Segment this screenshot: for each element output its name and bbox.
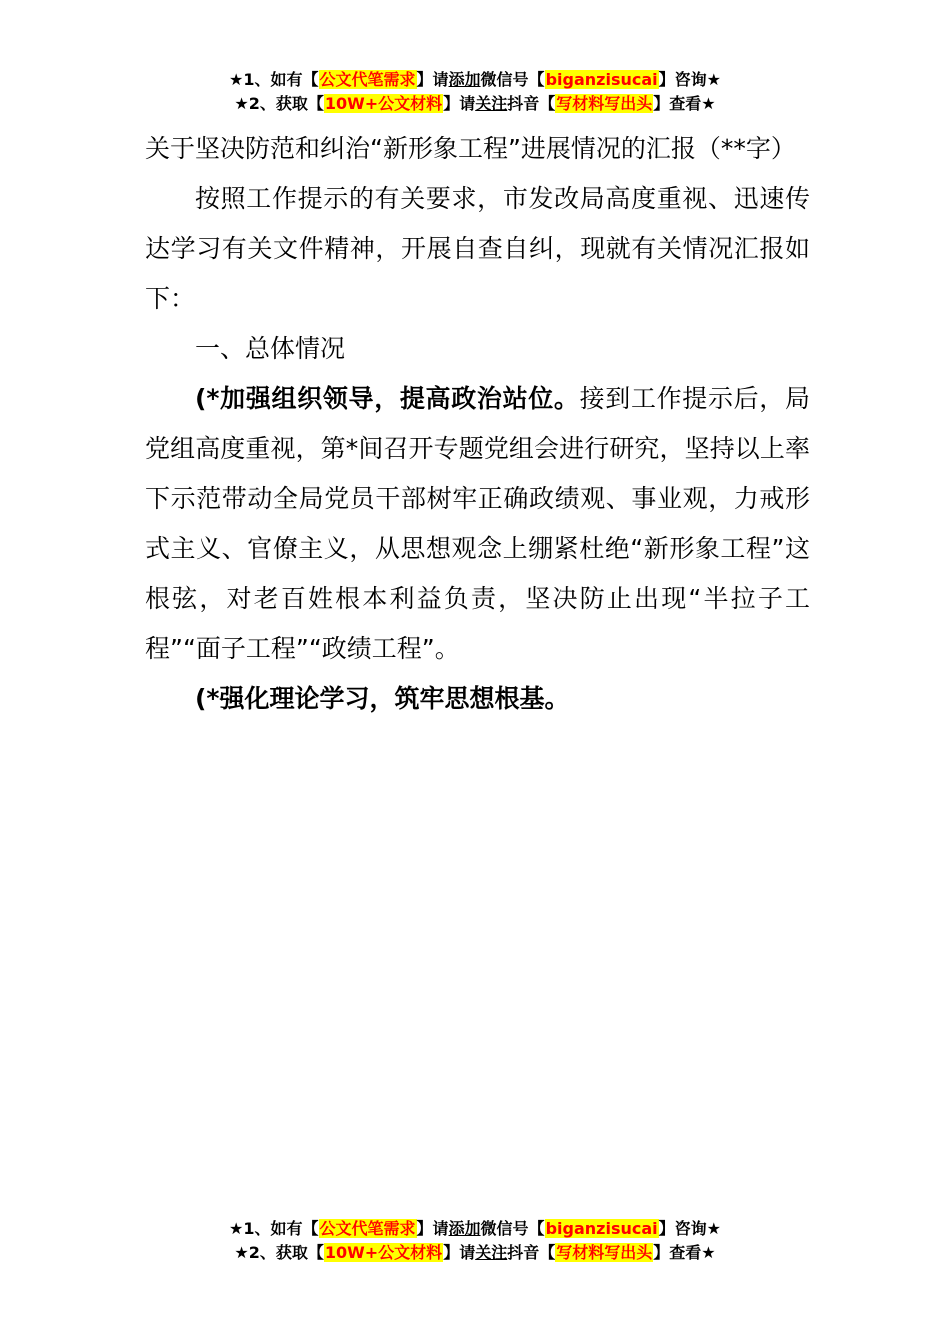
intro-paragraph: 按照工作提示的有关要求，市发改局高度重视、迅速传达学习有关文件精神，开展自查自纠，现就有关情况汇报如下： <box>145 184 810 313</box>
banner-underlined: 添加 <box>448 70 481 89</box>
banner-text: 】咨询★ <box>658 70 721 89</box>
banner-highlight: 10W+公文材料 <box>324 1243 443 1262</box>
banner-text: 微信号【 <box>480 1219 545 1238</box>
footer-banner <box>0 1217 950 1265</box>
banner-underlined: 关注 <box>475 94 508 113</box>
banner-text: ★1、如有【 <box>229 1219 319 1238</box>
document-title: 关于坚决防范和纠治“新形象工程”进展情况的汇报（**字） <box>145 134 796 163</box>
banner-text: 微信号【 <box>480 70 545 89</box>
item-heading: (*强化理论学习，筑牢思想根基。 <box>195 684 570 713</box>
banner-underlined: 关注 <box>475 1243 508 1262</box>
header-banner <box>0 68 950 116</box>
banner-line-1 <box>0 68 950 92</box>
banner-text: 】请 <box>443 94 476 113</box>
banner-highlight: 10W+公文材料 <box>324 94 443 113</box>
item-heading: (*加强组织领导，提高政治站位。 <box>195 384 580 413</box>
banner-text: ★2、获取【 <box>234 94 324 113</box>
item-text: 接到工作提示后，局党组高度重视，第*间召开专题党组会进行研究，坚持以上率下示范带动全局党员干部树牢正确政绩观、事业观，力戒形式主义、官僚主义，从思想观念上绷紧杜绝“新形象工程”这根弦，对老百姓根本利益负责，坚决防止出现“半拉子工程”“面子工程”“政绩工程”。 <box>145 384 810 663</box>
banner-highlight: biganzisucai <box>545 1219 658 1238</box>
banner-text: 】请 <box>416 70 449 89</box>
banner-text: 抖音【 <box>507 1243 556 1262</box>
section-heading: 一、总体情况 <box>195 334 346 363</box>
banner-text: ★1、如有【 <box>229 70 319 89</box>
item-paragraph <box>145 374 810 674</box>
document-body <box>145 124 810 724</box>
banner-text: 抖音【 <box>507 94 556 113</box>
banner-highlight: 写材料写出头 <box>556 94 653 113</box>
banner-line-2 <box>0 1241 950 1265</box>
banner-highlight: biganzisucai <box>545 70 658 89</box>
banner-text: 】查看★ <box>653 94 716 113</box>
banner-text: 】请 <box>416 1219 449 1238</box>
banner-text: ★2、获取【 <box>234 1243 324 1262</box>
banner-line-1 <box>0 1217 950 1241</box>
banner-highlight: 公文代笔需求 <box>319 1219 416 1238</box>
banner-text: 】咨询★ <box>658 1219 721 1238</box>
banner-highlight: 写材料写出头 <box>556 1243 653 1262</box>
banner-line-2 <box>0 92 950 116</box>
banner-underlined: 添加 <box>448 1219 481 1238</box>
banner-text: 】请 <box>443 1243 476 1262</box>
item-paragraph <box>145 674 810 724</box>
banner-text: 】查看★ <box>653 1243 716 1262</box>
banner-highlight: 公文代笔需求 <box>319 70 416 89</box>
